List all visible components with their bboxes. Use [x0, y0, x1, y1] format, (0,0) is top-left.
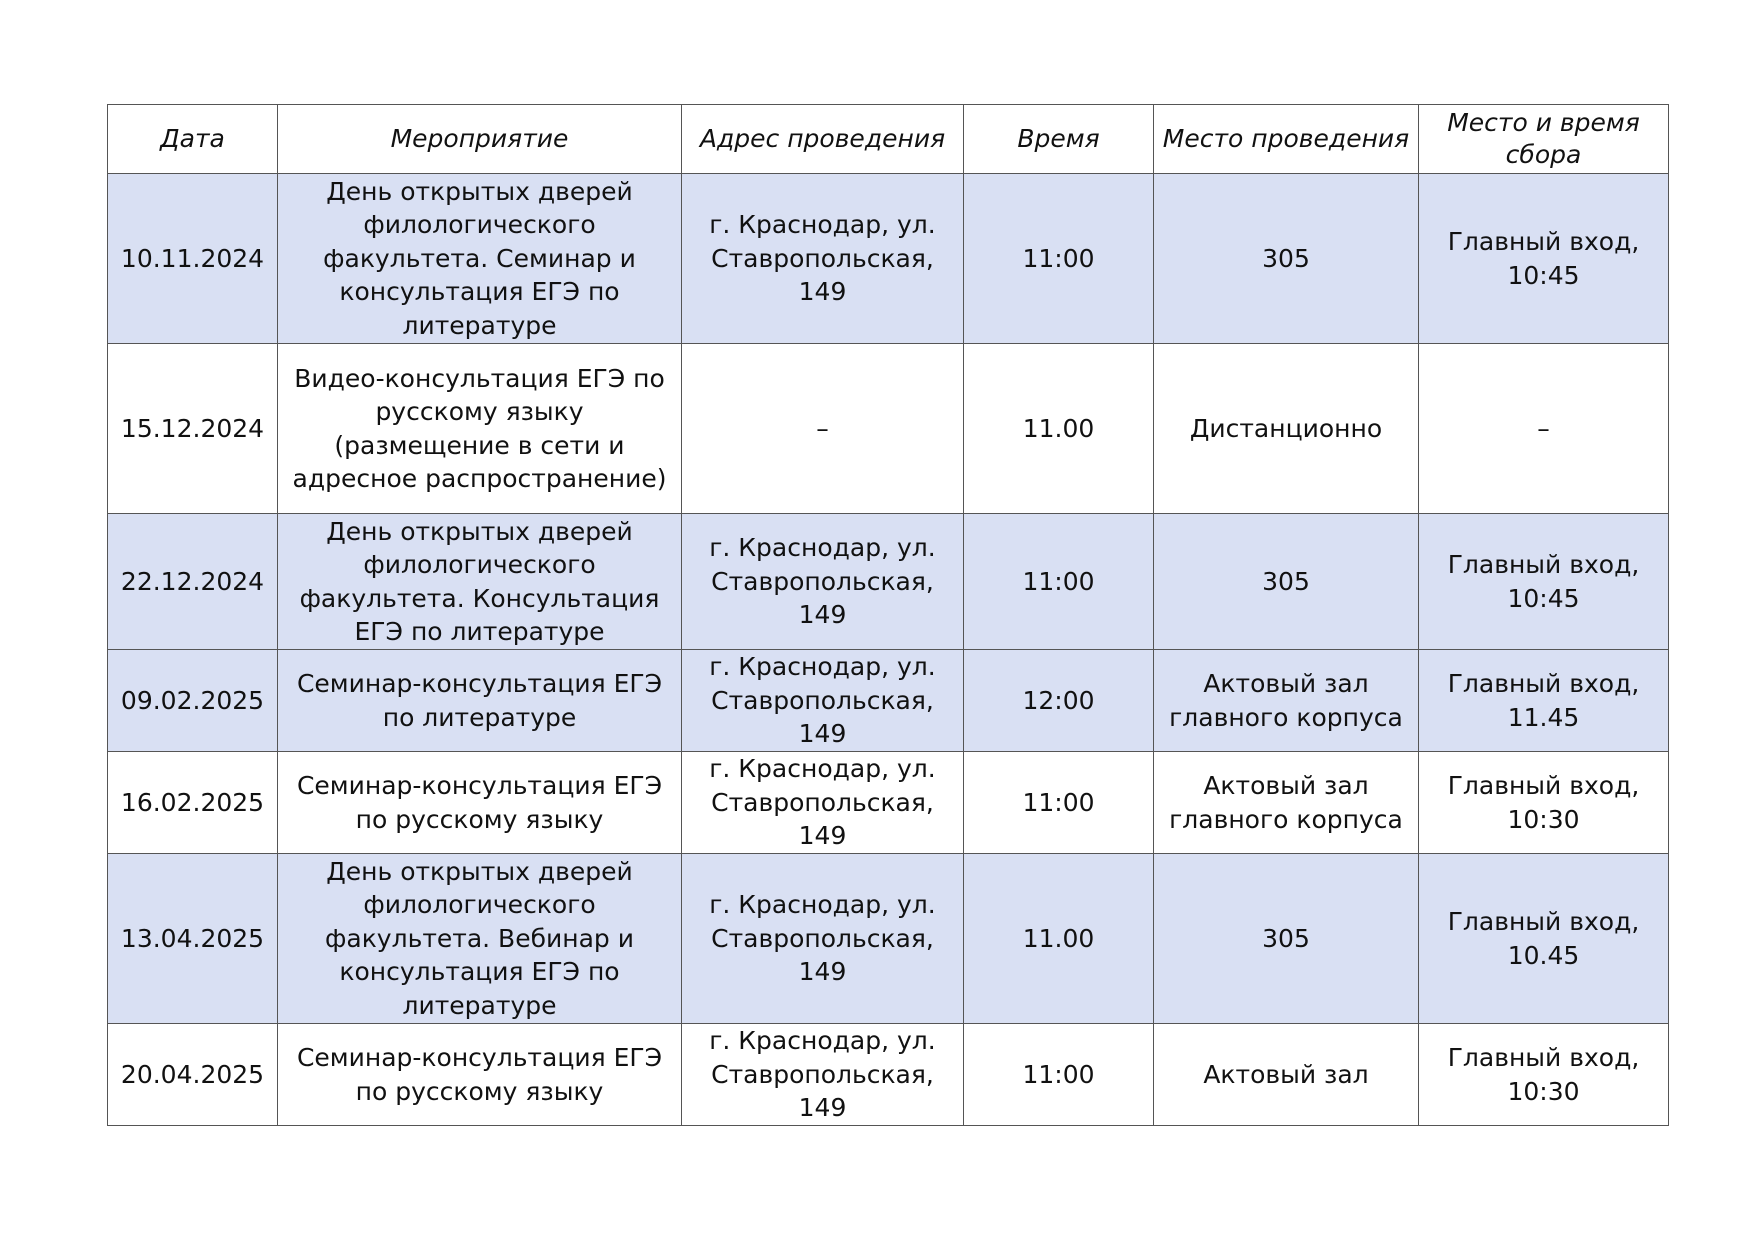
- cell-address: г. Краснодар, ул. Ставропольская, 149: [682, 752, 964, 854]
- cell-gathering: Главный вход, 10:45: [1419, 514, 1669, 650]
- cell-event: Семинар-консультация ЕГЭ по русскому языку: [278, 1024, 682, 1126]
- table-row: [108, 174, 1669, 344]
- table-row: [108, 854, 1669, 1024]
- cell-time: 11.00: [964, 344, 1154, 514]
- header-gathering: Место и время сбора: [1419, 105, 1669, 174]
- header-place: Место проведения: [1154, 105, 1419, 174]
- cell-place: Актовый зал главного корпуса: [1154, 650, 1419, 752]
- cell-date: 22.12.2024: [108, 514, 278, 650]
- cell-place: Актовый зал главного корпуса: [1154, 752, 1419, 854]
- cell-date: 10.11.2024: [108, 174, 278, 344]
- cell-gathering: –: [1419, 344, 1669, 514]
- cell-event: День открытых дверей филологического факультета. Вебинар и консультация ЕГЭ по литературе: [278, 854, 682, 1024]
- table-row: [108, 344, 1669, 514]
- cell-gathering: Главный вход, 11.45: [1419, 650, 1669, 752]
- table-row: [108, 514, 1669, 650]
- cell-gathering: Главный вход, 10:30: [1419, 752, 1669, 854]
- table-row: [108, 650, 1669, 752]
- header-date: Дата: [108, 105, 278, 174]
- cell-date: 09.02.2025: [108, 650, 278, 752]
- cell-place: Актовый зал: [1154, 1024, 1419, 1126]
- cell-date: 16.02.2025: [108, 752, 278, 854]
- cell-time: 11:00: [964, 1024, 1154, 1126]
- cell-time: 11:00: [964, 514, 1154, 650]
- cell-place: Дистанционно: [1154, 344, 1419, 514]
- cell-time: 11.00: [964, 854, 1154, 1024]
- cell-gathering: Главный вход, 10:45: [1419, 174, 1669, 344]
- cell-time: 12:00: [964, 650, 1154, 752]
- cell-address: г. Краснодар, ул. Ставропольская, 149: [682, 174, 964, 344]
- cell-gathering: Главный вход, 10:30: [1419, 1024, 1669, 1126]
- cell-time: 11:00: [964, 174, 1154, 344]
- cell-place: 305: [1154, 174, 1419, 344]
- cell-event: День открытых дверей филологического факультета. Консультация ЕГЭ по литературе: [278, 514, 682, 650]
- table-header-row: [108, 105, 1669, 174]
- table-row: [108, 1024, 1669, 1126]
- cell-address: –: [682, 344, 964, 514]
- events-schedule-table: [107, 104, 1669, 1126]
- cell-address: г. Краснодар, ул. Ставропольская, 149: [682, 1024, 964, 1126]
- cell-event: День открытых дверей филологического факультета. Семинар и консультация ЕГЭ по литературе: [278, 174, 682, 344]
- cell-place: 305: [1154, 514, 1419, 650]
- cell-place: 305: [1154, 854, 1419, 1024]
- cell-address: г. Краснодар, ул. Ставропольская, 149: [682, 514, 964, 650]
- header-address: Адрес проведения: [682, 105, 964, 174]
- cell-time: 11:00: [964, 752, 1154, 854]
- cell-date: 13.04.2025: [108, 854, 278, 1024]
- header-event: Мероприятие: [278, 105, 682, 174]
- cell-date: 20.04.2025: [108, 1024, 278, 1126]
- cell-date: 15.12.2024: [108, 344, 278, 514]
- cell-gathering: Главный вход, 10.45: [1419, 854, 1669, 1024]
- cell-address: г. Краснодар, ул. Ставропольская, 149: [682, 650, 964, 752]
- header-time: Время: [964, 105, 1154, 174]
- cell-address: г. Краснодар, ул. Ставропольская, 149: [682, 854, 964, 1024]
- cell-event: Семинар-консультация ЕГЭ по литературе: [278, 650, 682, 752]
- cell-event: Семинар-консультация ЕГЭ по русскому языку: [278, 752, 682, 854]
- table-row: [108, 752, 1669, 854]
- cell-event: Видео-консультация ЕГЭ по русскому языку (размещение в сети и адресное распространение): [278, 344, 682, 514]
